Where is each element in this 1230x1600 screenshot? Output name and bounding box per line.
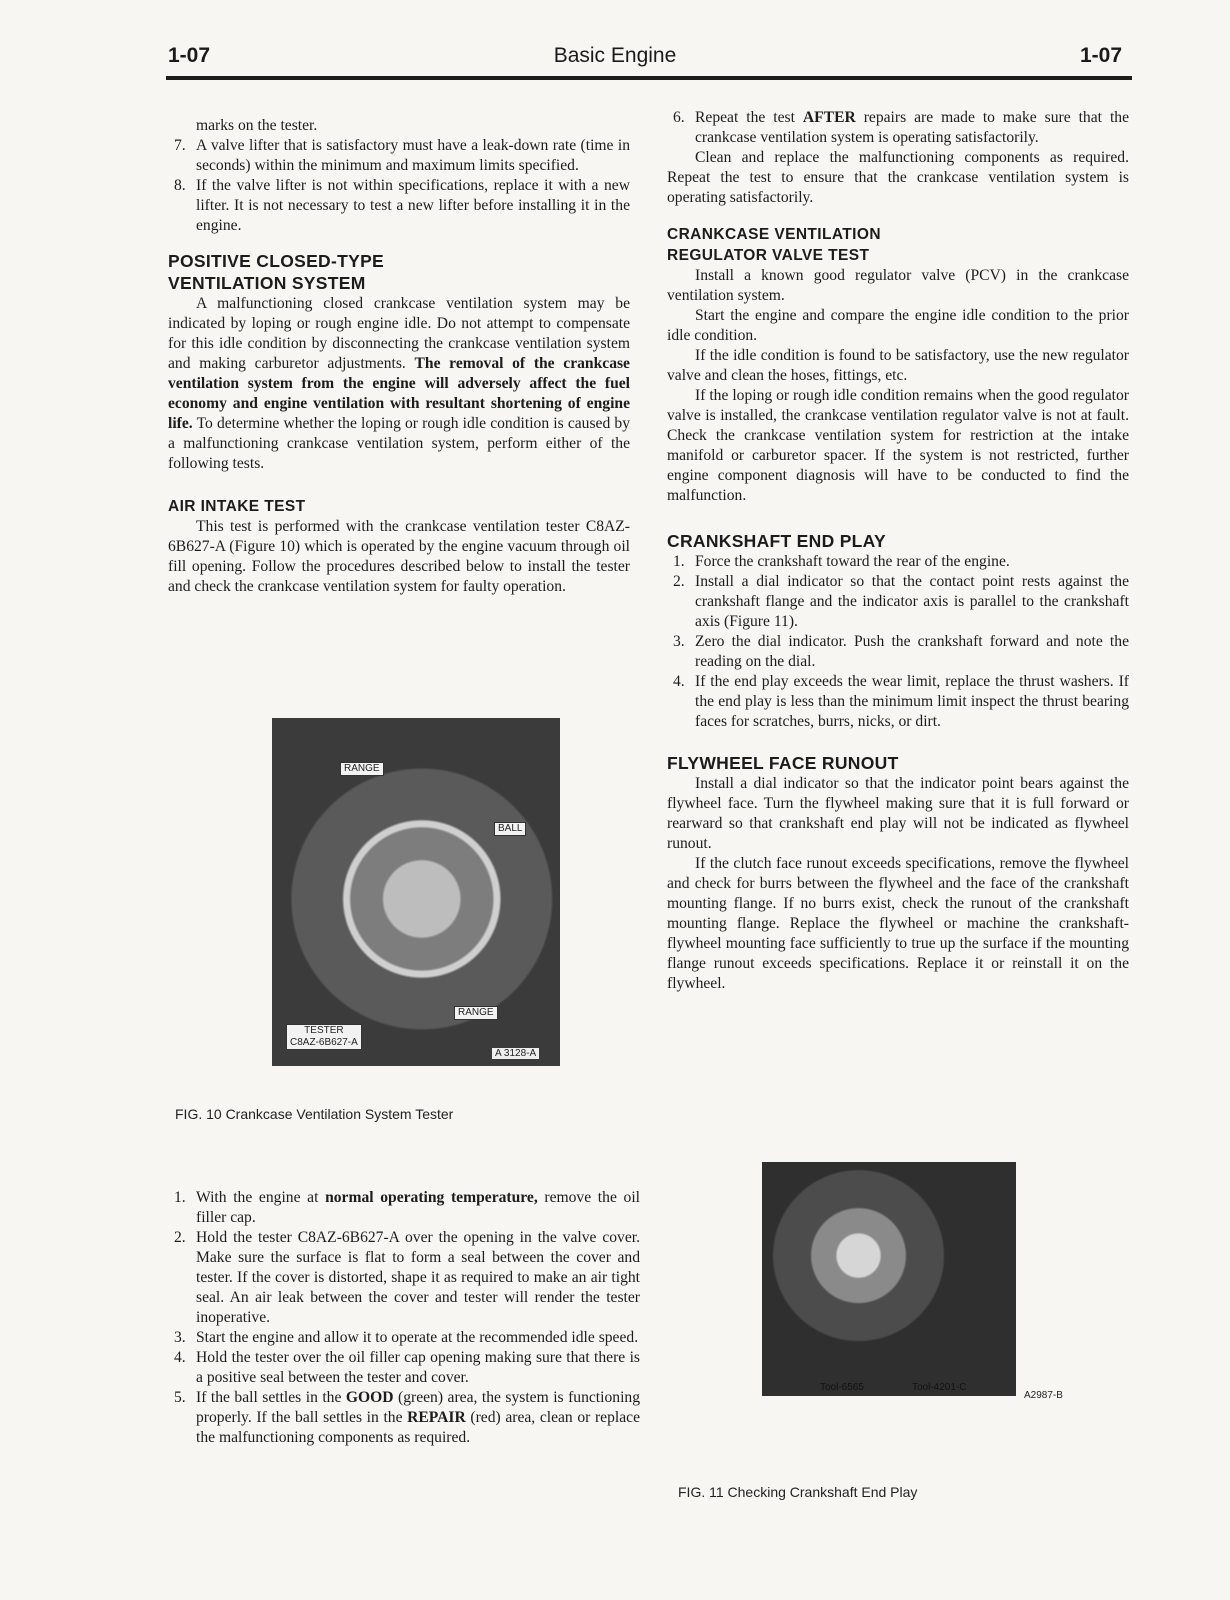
fig-label-tool-b: Tool-4201-C [912,1382,967,1393]
section-heading-pcv: POSITIVE CLOSED-TYPE VENTILATION SYSTEM [168,251,385,293]
list-item: 6. Repeat the test AFTER repairs are made to make sure that the crankcase ventilation system is operating satisfactorily. [673,109,1129,146]
pcv-paragraph: A malfunctioning closed crankcase ventilation system may be indicated by loping or rough engine idle. Do not attempt to compensate for this idle condition by disconnecting the crankcase ventilation system and making carburetor adjustments. The removal of the crankcase ventilation system from the engine will adversely affect the fuel economy and engine ventilation with resultant shortening of engine life. To determine whether the loping or rough idle condition is caused by a malfunctioning crankcase ventilation system, perform either of the following tests. [168,295,630,472]
air-intake-paragraph: This test is performed with the crankcase ventilation tester C8AZ-6B627-A (Figure 10) which is operated by the engine vacuum through oil fill opening. Follow the procedures described below to install the tester and check the crankcase ventilation system for faulty operation. [168,518,630,595]
paragraph: Install a dial indicator so that the indicator point bears against the flywheel face. Turn the flywheel making sure that it is full forward or rearward so that crankshaft end play will not be indicated as flywheel runout. [667,775,1129,852]
figure-10-photo [272,718,560,1066]
right-column [667,108,1129,994]
lifter-test-list [168,136,630,236]
list-item: 5. If the ball settles in the GOOD (green) area, the system is functioning properly. If the ball settles in the REPAIR (red) area, clean or replace the malfunctioning components as required. [174,1389,640,1446]
paragraph: If the clutch face runout exceeds specifications, remove the flywheel and check for burrs between the flywheel and the face of the crankshaft mounting flange. If no burrs exist, check the runout of the crankshaft mounting flange. Replace the flywheel or machine the crankshaft-flywheel mounting face sufficiently to true up the surface if the mounting flange runout exceeds specifications. Replace it or reinstall it on the flywheel. [667,855,1129,992]
list-item: 4. Hold the tester over the oil filler cap opening making sure that there is a positive seal between the tester and cover. [174,1349,640,1386]
header-rule [166,76,1132,80]
list-item: 1. Force the crankshaft toward the rear of the engine. [673,553,1010,570]
figure-code: A 3128-A [492,1048,539,1059]
list-item: 3. Zero the dial indicator. Push the crankshaft forward and note the reading on the dial. [673,633,1129,670]
list-item: 8. If the valve lifter is not within specifications, replace it with a new lifter. It is not necessary to test a new lifter before installing it in the engine. [174,177,630,234]
section-heading-flywheel: FLYWHEEL FACE RUNOUT [667,753,899,773]
fig-label-tester: TESTER C8AZ-6B627-A [286,1024,362,1050]
clean-paragraph: Clean and replace the malfunctioning components as required. Repeat the test to ensure that the crankcase ventilation system is operating satisfactorily. [667,149,1129,206]
list-item: 2. Install a dial indicator so that the contact point rests against the crankshaft flange and the indicator axis is parallel to the crankshaft axis (Figure 11). [673,573,1129,630]
page-number-right: 1-07 [1080,44,1123,67]
figure-10-caption: FIG. 10 Crankcase Ventilation System Tester [175,1106,454,1122]
end-play-steps [667,552,1129,732]
fig-label-range-top: RANGE [340,762,384,776]
air-intake-steps [168,1188,640,1448]
figure-11-photo [762,1162,1016,1396]
list-item: 7. A valve lifter that is satisfactory must have a leak-down rate (time in seconds) within the minimum and maximum limits specified. [174,137,630,174]
paragraph: If the loping or rough idle condition remains when the good regulator valve is installed, the crankcase ventilation regulator valve is not at fault. Check the crankcase ventilation system for restriction at the intake manifold or carburetor spacer. If the system is not restricted, further engine component diagnosis will have to be conducted to find the malfunction. [667,387,1129,504]
fig-label-range-bottom: RANGE [454,1006,498,1020]
paragraph: Install a known good regulator valve (PCV) in the crankcase ventilation system. [667,267,1129,304]
section-heading-regulator: CRANKCASE VENTILATION REGULATOR VALVE TEST [667,226,881,264]
list-item: 2. Hold the tester C8AZ-6B627-A over the opening in the valve cover. Make sure the surface is flat to form a seal between the cover and tester. If the cover is distorted, shape it as required to make an air tight seal. An air leak between the cover and tester will render the tester inoperative. [174,1229,640,1326]
continued-text: marks on the tester. [196,117,318,134]
page-number-left: 1-07 [168,44,211,67]
section-heading-end-play: CRANKSHAFT END PLAY [667,531,886,551]
list-item: 4. If the end play exceeds the wear limit, replace the thrust washers. If the end play is less than the minimum limit inspect the thrust bearing faces for scratches, burrs, nicks, or dirt. [673,673,1129,730]
page-title: Basic Engine [553,44,677,67]
figure-code: A2987-B [1024,1390,1063,1401]
list-item: 1. With the engine at normal operating temperature, remove the oil filler cap. [174,1189,640,1226]
list-item: 3. Start the engine and allow it to operate at the recommended idle speed. [174,1329,639,1346]
section-heading-air-intake: AIR INTAKE TEST [168,498,306,515]
paragraph: If the idle condition is found to be satisfactory, use the new regulator valve and clean the hoses, fittings, etc. [667,347,1129,384]
fig-label-ball: BALL [494,822,526,836]
paragraph: Start the engine and compare the engine idle condition to the prior idle condition. [667,307,1129,344]
left-column [168,116,630,597]
fig-label-tool-a: Tool-6565 [820,1382,864,1393]
figure-11-caption: FIG. 11 Checking Crankshaft End Play [678,1484,918,1500]
